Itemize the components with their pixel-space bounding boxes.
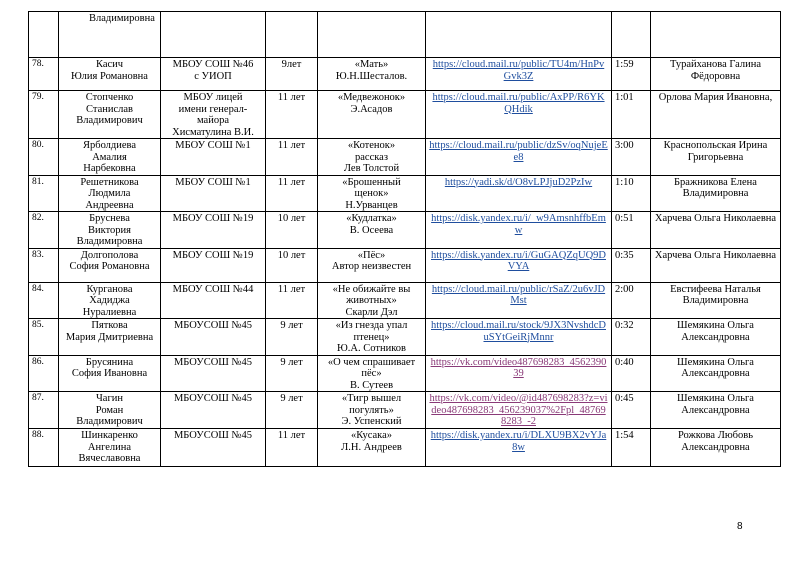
cell-work: «Кудлатка» В. Осеева: [318, 212, 426, 249]
cell-school: [161, 12, 266, 58]
cell-teacher: Турайханова Галина Фёдоровна: [651, 58, 781, 91]
video-link[interactable]: https://cloud.mail.ru/public/dzSv/oqNujeEe8: [429, 140, 608, 163]
video-link[interactable]: https://disk.yandex.ru/i/DLXU9BX2vYJa8w: [430, 430, 607, 453]
cell-number: 80.: [29, 139, 59, 176]
cell-number: [29, 12, 59, 58]
cell-name: Касич Юлия Романовна: [59, 58, 161, 91]
cell-teacher: Шемякина Ольга Александровна: [651, 355, 781, 392]
cell-time: 0:35: [612, 248, 651, 282]
cell-work: «Кусака» Л.Н. Андреев: [318, 429, 426, 467]
video-link[interactable]: https://cloud.mail.ru/stock/9JX3NvshdcDuSYtGeiRjMnnr: [431, 320, 606, 343]
cell-work: [318, 12, 426, 58]
table-row: [29, 212, 781, 249]
cell-number: 86.: [29, 355, 59, 392]
cell-time: 0:51: [612, 212, 651, 249]
table-row: [29, 355, 781, 392]
cell-work: «Не обижайте вы животных» Скарли Дэл: [318, 282, 426, 319]
cell-age: 9 лет: [266, 355, 318, 392]
cell-school: МБОУСОШ №45: [161, 319, 266, 356]
cell-link: [426, 12, 612, 58]
video-link[interactable]: https://cloud.mail.ru/public/AxPP/R6YKQHdik: [432, 92, 605, 115]
cell-link: [426, 319, 612, 356]
cell-age: 11 лет: [266, 429, 318, 467]
table-row: [29, 58, 781, 91]
cell-age: 11 лет: [266, 139, 318, 176]
cell-age: 10 лет: [266, 248, 318, 282]
cell-link: [426, 429, 612, 467]
cell-age: 9 лет: [266, 392, 318, 429]
cell-school: МБОУ СОШ №19: [161, 248, 266, 282]
cell-work: «Мать» Ю.Н.Шесталов.: [318, 58, 426, 91]
cell-work: «Медвежонок» Э.Асадов: [318, 91, 426, 139]
cell-school: МБОУСОШ №45: [161, 355, 266, 392]
cell-name: Ярболдиева Амалия Нарбековна: [59, 139, 161, 176]
cell-teacher: Шемякина Ольга Александровна: [651, 392, 781, 429]
cell-link: [426, 392, 612, 429]
table-row: [29, 392, 781, 429]
cell-teacher: Рожкова Любовь Александровна: [651, 429, 781, 467]
cell-age: 9лет: [266, 58, 318, 91]
cell-name: Курганова Хадиджа Нуралиевна: [59, 282, 161, 319]
cell-teacher: Харчева Ольга Николаевна: [651, 248, 781, 282]
cell-work: «Из гнезда упал птенец» Ю.А. Сотников: [318, 319, 426, 356]
cell-number: 82.: [29, 212, 59, 249]
cell-name: Чагин Роман Владимирович: [59, 392, 161, 429]
table-row: [29, 175, 781, 212]
cell-work: «Брошенный щенок» Н.Урванцев: [318, 175, 426, 212]
table-row: [29, 429, 781, 467]
cell-work: «О чем спрашивает пёс» В. Сутеев: [318, 355, 426, 392]
table-row: [29, 319, 781, 356]
cell-teacher: Краснопольская Ирина Григорьевна: [651, 139, 781, 176]
page-number: 8: [737, 521, 743, 532]
cell-number: 84.: [29, 282, 59, 319]
cell-name: Шинкаренко Ангелина Вячеславовна: [59, 429, 161, 467]
cell-name: Бруснева Виктория Владимировна: [59, 212, 161, 249]
cell-number: 81.: [29, 175, 59, 212]
table-row: [29, 139, 781, 176]
cell-teacher: Харчева Ольга Николаевна: [651, 212, 781, 249]
cell-name: Стопченко Станислав Владимирович: [59, 91, 161, 139]
cell-age: 11 лет: [266, 175, 318, 212]
cell-age: [266, 12, 318, 58]
cell-school: МБОУСОШ №45: [161, 429, 266, 467]
cell-link: [426, 91, 612, 139]
cell-number: 87.: [29, 392, 59, 429]
cell-link: [426, 248, 612, 282]
video-link[interactable]: https://disk.yandex.ru/i/_w9AmsnhffbEmw: [431, 213, 606, 236]
video-link[interactable]: https://cloud.mail.ru/public/TU4m/HnPvGvk3Z: [432, 59, 605, 82]
table-row: [29, 248, 781, 282]
table-row: [29, 91, 781, 139]
cell-number: 83.: [29, 248, 59, 282]
cell-work: «Тигр вышел погулять» Э. Успенский: [318, 392, 426, 429]
video-link[interactable]: https://cloud.mail.ru/public/rSaZ/2u6vJDMst: [431, 283, 606, 306]
video-link[interactable]: https://vk.com/video/@id487698283?z=video487698283_456239037%2Fpl_487698283_-2: [429, 393, 608, 427]
cell-time: 0:45: [612, 392, 651, 429]
cell-work: «Котенок» рассказ Лев Толстой: [318, 139, 426, 176]
table-row-continued: [29, 12, 781, 58]
cell-school: МБОУ СОШ №1: [161, 139, 266, 176]
cell-name: Решетникова Людмила Андреевна: [59, 175, 161, 212]
cell-link: [426, 212, 612, 249]
cell-school: МБОУСОШ №45: [161, 392, 266, 429]
cell-time: 1:10: [612, 175, 651, 212]
cell-school: МБОУ СОШ №46 с УИОП: [161, 58, 266, 91]
cell-link: [426, 58, 612, 91]
cell-number: 79.: [29, 91, 59, 139]
participants-table: [28, 11, 781, 467]
cell-link: [426, 355, 612, 392]
cell-time: 0:40: [612, 355, 651, 392]
cell-time: 3:00: [612, 139, 651, 176]
cell-name: Пяткова Мария Дмитриевна: [59, 319, 161, 356]
cell-work: «Пёс» Автор неизвестен: [318, 248, 426, 282]
cell-age: 11 лет: [266, 282, 318, 319]
cell-name: Брусянина София Ивановна: [59, 355, 161, 392]
cell-teacher: [651, 12, 781, 58]
cell-teacher: Шемякина Ольга Александровна: [651, 319, 781, 356]
cell-age: 9 лет: [266, 319, 318, 356]
cell-time: 0:32: [612, 319, 651, 356]
cell-school: МБОУ СОШ №1: [161, 175, 266, 212]
cell-number: 85.: [29, 319, 59, 356]
cell-time: 1:01: [612, 91, 651, 139]
cell-name: Долгополова София Романовна: [59, 248, 161, 282]
cell-link: [426, 282, 612, 319]
cell-time: 2:00: [612, 282, 651, 319]
cell-school: МБОУ СОШ №19: [161, 212, 266, 249]
cell-number: 88.: [29, 429, 59, 467]
video-link[interactable]: https://disk.yandex.ru/i/GuGAQZqUQ9DVYA: [431, 249, 606, 272]
cell-school: МБОУ лицей имени генерал- майора Хисматулина В.И.: [161, 91, 266, 139]
cell-name: Владимировна: [59, 12, 161, 58]
cell-teacher: Евстифеева Наталья Владимировна: [651, 282, 781, 319]
cell-time: [612, 12, 651, 58]
cell-time: 1:59: [612, 58, 651, 91]
cell-teacher: Бражникова Елена Владимировна: [651, 175, 781, 212]
cell-number: 78.: [29, 58, 59, 91]
cell-link: [426, 139, 612, 176]
cell-school: МБОУ СОШ №44: [161, 282, 266, 319]
video-link[interactable]: https://yadi.sk/d/O8vLPJjuD2PzIw: [444, 176, 593, 188]
cell-age: 10 лет: [266, 212, 318, 249]
cell-age: 11 лет: [266, 91, 318, 139]
video-link[interactable]: https://vk.com/video487698283_456239039: [430, 356, 607, 379]
cell-teacher: Орлова Мария Ивановна,: [651, 91, 781, 139]
cell-link: [426, 175, 612, 212]
cell-time: 1:54: [612, 429, 651, 467]
table-row: [29, 282, 781, 319]
